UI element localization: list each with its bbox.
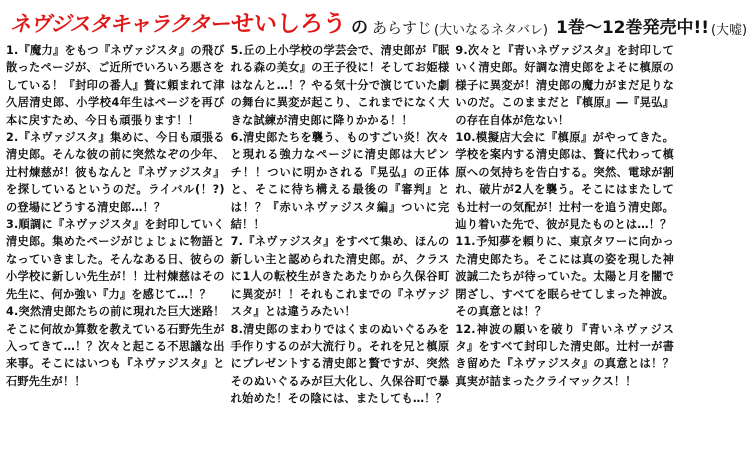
- volume-range: 1巻～12巻発売中!!: [555, 18, 709, 38]
- column-1: [6, 42, 225, 450]
- spoiler-note: (大いなるネタバレ): [433, 23, 548, 38]
- synopsis-columns: [6, 42, 674, 450]
- summary-item: 3.順調に『ネヴァジスタ』を封印していく清史郎。集めたページがじょじょに物語となっていきました。そんなある日、彼らの小学校に新しい先生が！！辻村煉慈はその先生に、何か強い『力』を感じて…！？: [6, 218, 225, 301]
- character-name: せいしろう: [230, 11, 346, 37]
- joke-note: (大嘘): [710, 23, 747, 38]
- title-arasuji: あらすじ: [371, 19, 432, 37]
- summary-item: 7.『ネヴァジスタ』をすべて集め、ほんの新しい主と認められた清史郎。が、クラスに1人の転校生がきたあたりから久保谷町に異変が！！それもこれまでの『ネヴァジスタ』とは違うみたい！: [230, 235, 450, 319]
- summary-item: 9.次々と『青いネヴァジスタ』を封印していく清史郎。好調な清史郎をよそに槙原の様子に異変が！清史郎の魔力がまだ足りないのだ。このままだと『槙原』―『晃弘』の存在自体が危ない！: [455, 44, 675, 127]
- title-particle: の: [350, 18, 368, 38]
- summary-item: 12.神波の願いを破り『青いネヴァジスタ』をすべて封印した清史郎。辻村一が書き留めた『ネヴァジスタ』の真意とは！？真実が詰まったクライマックス！！: [455, 322, 675, 388]
- series-title: ネヴジスタキャラクター: [10, 12, 229, 36]
- header: [10, 6, 747, 38]
- summary-item: 6.清史郎たちを襲う、ものすごい炎！次々と現れる強力なページに清史郎は大ピンチ！！ついに明かされる『晃弘』の正体と、そこに待ち構える最後の『審判』とは！？『赤いネヴァジスタ編』ついに完結！！: [230, 131, 450, 232]
- summary-item: 4.突然清史郎たちの前に現れた巨大迷路！そこに何故か算数を教えている石野先生が入ってきて…！？次々と起こる不思議な出来事。そこにはいつも『ネヴァジスタ』と石野先生が！！: [6, 305, 225, 388]
- summary-item: 10.模擬店大会に『槙原』がやってきた。学校を案内する清史郎は、贅に代わって槙原への気持ちを告白する。突然、電球が割れ、破片が2人を襲う。そこにはまたしても辻村一の気配が！辻村一を追う清史郎。辿り着いた先で、彼が見たものとは…！？: [455, 131, 675, 232]
- summary-item: 8.清史郎のまわりではくまのぬいぐるみを手作りするのが大流行り。それを兄と槙原にプレゼントする清史郎と贅ですが、突然そのぬいぐるみが巨大化し、久保谷町で暴れ始めた！その陰には、またしても…！？: [230, 322, 450, 406]
- summary-item: 11.予知夢を頼りに、東京タワーに向かった清史郎たち。そこには真の姿を現した神波誠二たちが待っていた。太陽と月を闇で閉ざし、すべてを眠らせてしまった神波。その真意とは！？: [455, 235, 675, 319]
- summary-item: 2.『ネヴァジスタ』集めに、今日も頑張る清史郎。そんな彼の前に突然なぞの少年、辻村煉慈が！彼もなんと『ネヴァジスタ』を探しているというのだ。ライバル(！?)の登場にどうする清史郎…！？: [6, 131, 225, 214]
- column-2: [231, 42, 450, 450]
- summary-item: 5.丘の上小学校の学芸会で、清史郎が『眠れる森の美女』の王子役に！そしてお姫様はなんと…！？やる気十分で演じていた劇の舞台に異変が起こり、これまでになく大きな試練が清史郎に降りかかる！！: [230, 44, 450, 127]
- column-3: [455, 42, 674, 450]
- summary-item: 1.『魔力』をもつ『ネヴァジスタ』の飛び散ったページが、ご近所でいろいろ悪さをしている！『封印の番人』贅に頼まれて津久居清史郎、小学校4年生はページを再び本に戻すため、今日も頑張ります！！: [6, 44, 225, 127]
